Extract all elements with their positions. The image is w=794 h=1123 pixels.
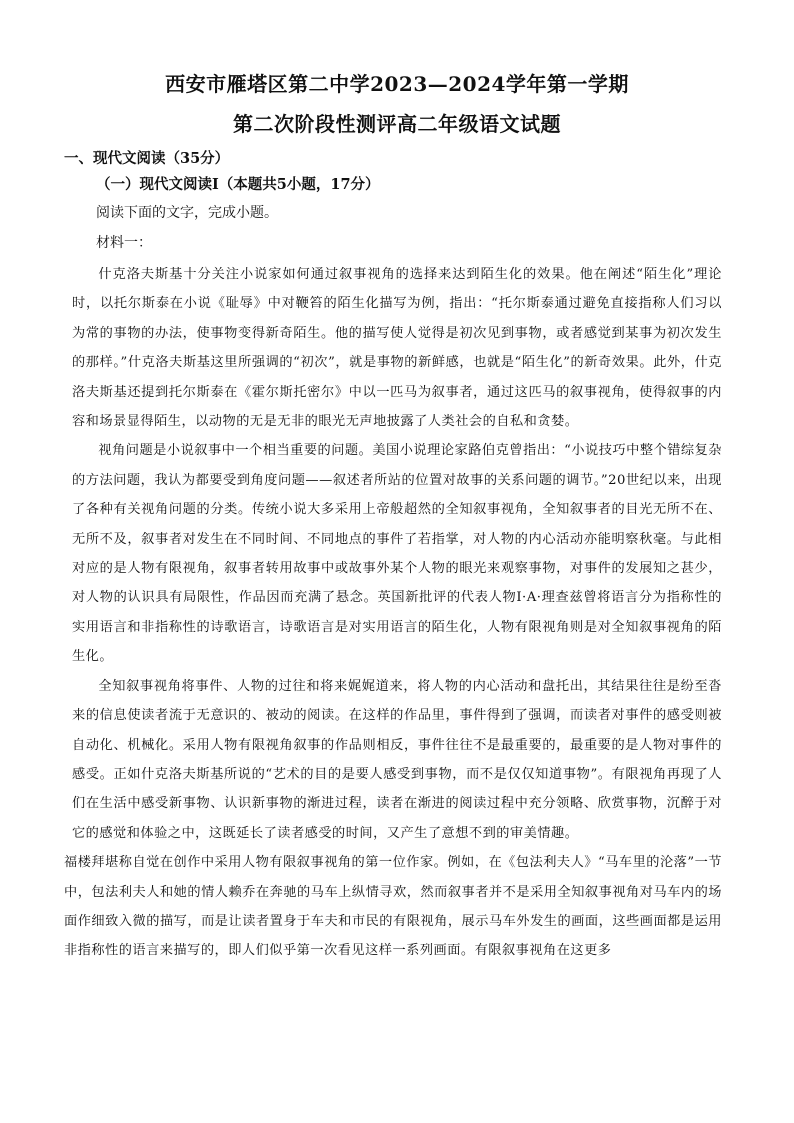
paragraph-4: 福楼拜堪称自觉在创作中采用人物有限叙事视角的第一位作家。例如，在《包法利夫人》“马车里的沦落”一节中，包法利夫人和她的情人赖乔在奔驰的马车上纵情寻欢，然而叙事者并不是采用全知叙事视角对马车内的场面作细致入微的描写，而是让读者置身于车夫和市民的有限视角，展示马车外发生的画面，这些画面都是运用非指称性的语言来描写的，即人们似乎第一次看见这样一系列画面。有限叙事视角在这更多 (64, 855, 722, 959)
section-heading: 一、现代文阅读（35分） (64, 150, 230, 167)
subsection-heading: （一）现代文阅读Ⅰ（本题共5小题，17分） (96, 176, 380, 193)
material-label: 材料一： (96, 235, 152, 251)
reading-instruction: 阅读下面的文字，完成小题。 (96, 205, 278, 221)
exam-title-line2: 第二次阶段性测评高二年级语文试题 (233, 112, 561, 136)
exam-title-line1: 西安市雁塔区第二中学2023—2024学年第一学期 (165, 72, 629, 96)
paragraph-1: 什克洛夫斯基十分关注小说家如何通过叙事视角的选择来达到陌生化的效果。他在阐述“陌生化”理论时，以托尔斯泰在小说《耻辱》中对鞭笞的陌生化描写为例，指出：“托尔斯泰通过避免直接指称人们习以为常的事物的办法，使事物变得新奇陌生。他的描写使人觉得是初次见到事物，或者感觉到某事为初次发生的那样。”什克洛夫斯基这里所强调的“初次”，就是事物的新鲜感，也就是“陌生化”的新奇效果。此外，什克洛夫斯基还提到托尔斯泰在《霍尔斯托密尔》中以一匹马为叙事者，通过这匹马的叙事视角，使得叙事的内容和场景显得陌生，以动物的无是无非的眼光无声地披露了人类社会的自私和贪婪。 (72, 267, 722, 430)
paragraph-3: 全知叙事视角将事件、人物的过往和将来娓娓道来，将人物的内心活动和盘托出，其结果往往是纷至沓来的信息使读者流于无意识的、被动的阅读。在这样的作品里，事件得到了强调，而读者对事件的感受则被自动化、机械化。采用人物有限视角叙事的作品则相反，事件往往不是最重要的，最重要的是人物对事件的感受。正如什克洛夫斯基所说的“艺术的目的是要人感受到事物，而不是仅仅知道事物”。有限视角再现了人们在生活中感受新事物、认识新事物的渐进过程，读者在渐进的阅读过程中充分领略、欣赏事物，沉醉于对它的感觉和体验之中，这既延长了读者感受的时间，又产生了意想不到的审美情趣。 (72, 678, 722, 841)
paragraph-2: 视角问题是小说叙事中一个相当重要的问题。美国小说理论家路伯克曾指出：“小说技巧中整个错综复杂的方法问题，我认为都要受到角度问题——叙述者所站的位置对故事的关系问题的调节。”20世纪以来，出现了各种有关视角问题的分类。传统小说大多采用上帝般超然的全知叙事视角，全知叙事者的目光无所不在、无所不及，叙事者对发生在不同时间、不同地点的事件了若指掌，对人物的内心活动亦能明察秋毫。与此相对应的是人物有限视角，叙事者转用故事中或故事外某个人物的眼光来观察事物，对事件的发展知之甚少，对人物的认识具有局限性，作品因而充满了悬念。英国新批评的代表人物I·A·理查兹曾将语言分为指称性的实用语言和非指称性的诗歌语言，诗歌语言是对实用语言的陌生化，人物有限视角则是对全知叙事视角的陌生化。 (72, 443, 722, 665)
